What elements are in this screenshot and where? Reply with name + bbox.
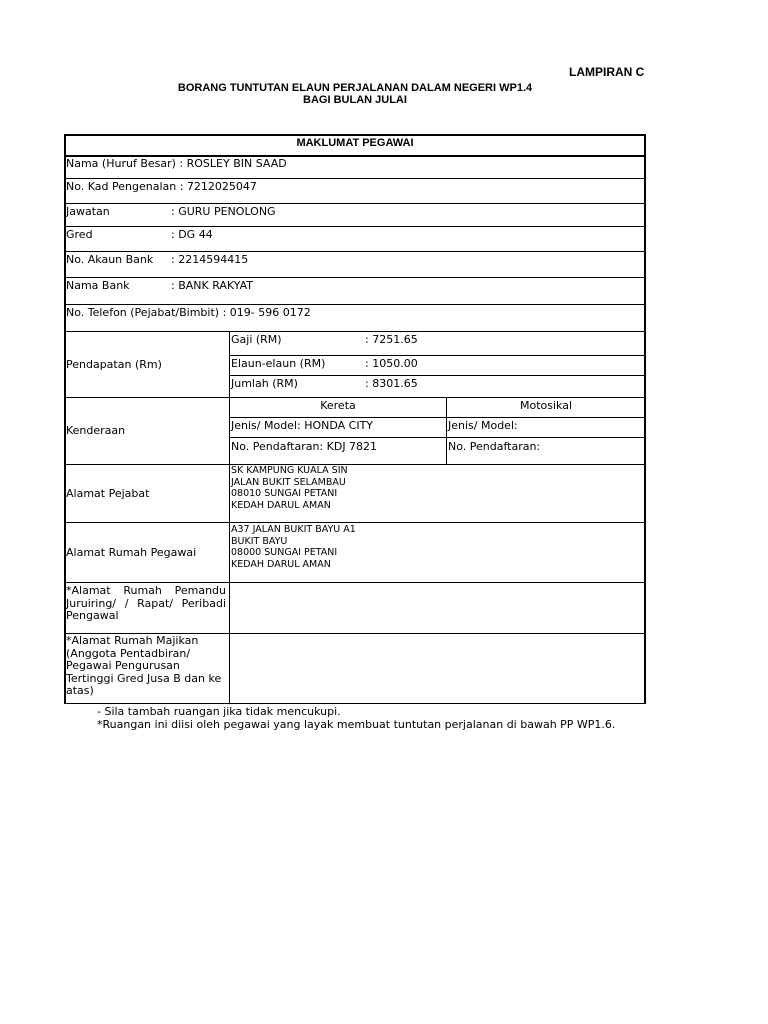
- address-line: BUKIT BAYU: [231, 535, 288, 547]
- address-line: SK KAMPUNG KUALA SIN: [231, 465, 348, 476]
- alamat-pejabat-value: [231, 465, 431, 511]
- nama-field: Nama (Huruf Besar) : ROSLEY BIN SAAD: [66, 157, 287, 170]
- elaun-label: Elaun-elaun (RM): [231, 357, 326, 370]
- motosikal-pendaftaran: No. Pendaftaran:: [448, 440, 541, 453]
- jawatan-label: Jawatan: [66, 205, 110, 218]
- gaji-label: Gaji (RM): [231, 333, 282, 346]
- gred-value: : DG 44: [171, 228, 213, 241]
- motosikal-header: Motosikal: [519, 399, 573, 412]
- address-line: 08000 SUNGAI PETANI: [231, 547, 338, 558]
- kenderaan-label: Kenderaan: [66, 424, 126, 437]
- lampiran-label: LAMPIRAN C: [569, 65, 645, 79]
- pendapatan-label: Pendapatan (Rm): [66, 358, 162, 371]
- address-line: A37 JALAN BUKIT BAYU A1: [231, 524, 356, 535]
- bank-label: Nama Bank: [66, 279, 130, 292]
- alamat-pemandu-value[interactable]: [231, 584, 643, 632]
- kereta-header: Kereta: [320, 399, 356, 412]
- motosikal-model: Jenis/ Model:: [448, 419, 518, 432]
- alamat-majikan-value[interactable]: [231, 635, 643, 702]
- jumlah-value: : 8301.65: [365, 377, 418, 390]
- gred-label: Gred: [66, 228, 93, 241]
- address-line: 08010 SUNGAI PETANI: [231, 488, 338, 499]
- gaji-value: : 7251.65: [365, 333, 418, 346]
- bank-value: : BANK RAKYAT: [171, 279, 254, 292]
- kad-pengenalan-field: No. Kad Pengenalan : 7212025047: [66, 180, 257, 193]
- jawatan-value: : GURU PENOLONG: [171, 205, 276, 218]
- section-heading: MAKLUMAT PEGAWAI: [296, 137, 414, 149]
- address-line: KEDAH DARUL AMAN: [231, 558, 331, 570]
- note-ruangan-diisi: *Ruangan ini diisi oleh pegawai yang layak membuat tuntutan perjalanan di bawah PP WP1.6.: [97, 718, 616, 731]
- alamat-pemandu-label: *Alamat Rumah Pemandu Juruiring/ / Rapat/ Peribadi Pengawal: [66, 584, 226, 622]
- kereta-model: Jenis/ Model: HONDA CITY: [231, 419, 374, 432]
- alamat-pejabat-label: Alamat Pejabat: [66, 487, 150, 500]
- form-title: BORANG TUNTUTAN ELAUN PERJALANAN DALAM NEGERI WP1.4: [177, 82, 533, 94]
- alamat-rumah-value: [231, 524, 431, 570]
- jumlah-label: Jumlah (RM): [231, 377, 298, 390]
- akaun-label: No. Akaun Bank: [66, 253, 154, 266]
- akaun-value: : 2214594415: [171, 253, 249, 266]
- form-subtitle: BAGI BULAN JULAI: [303, 94, 407, 106]
- kereta-pendaftaran: No. Pendaftaran: KDJ 7821: [231, 440, 378, 453]
- alamat-rumah-label: Alamat Rumah Pegawai: [66, 546, 197, 559]
- note-tambah-ruangan: - Sila tambah ruangan jika tidak mencukupi.: [97, 705, 341, 718]
- telefon-field: No. Telefon (Pejabat/Bimbit) : 019- 596 0172: [66, 306, 311, 319]
- elaun-value: : 1050.00: [365, 357, 418, 370]
- address-line: JALAN BUKIT SELAMBAU: [231, 476, 346, 488]
- address-line: KEDAH DARUL AMAN: [231, 499, 331, 511]
- alamat-majikan-label: *Alamat Rumah Majikan (Anggota Pentadbiran/ Pegawai Pengurusan Tertinggi Gred Jusa B dan ke atas): [66, 634, 222, 697]
